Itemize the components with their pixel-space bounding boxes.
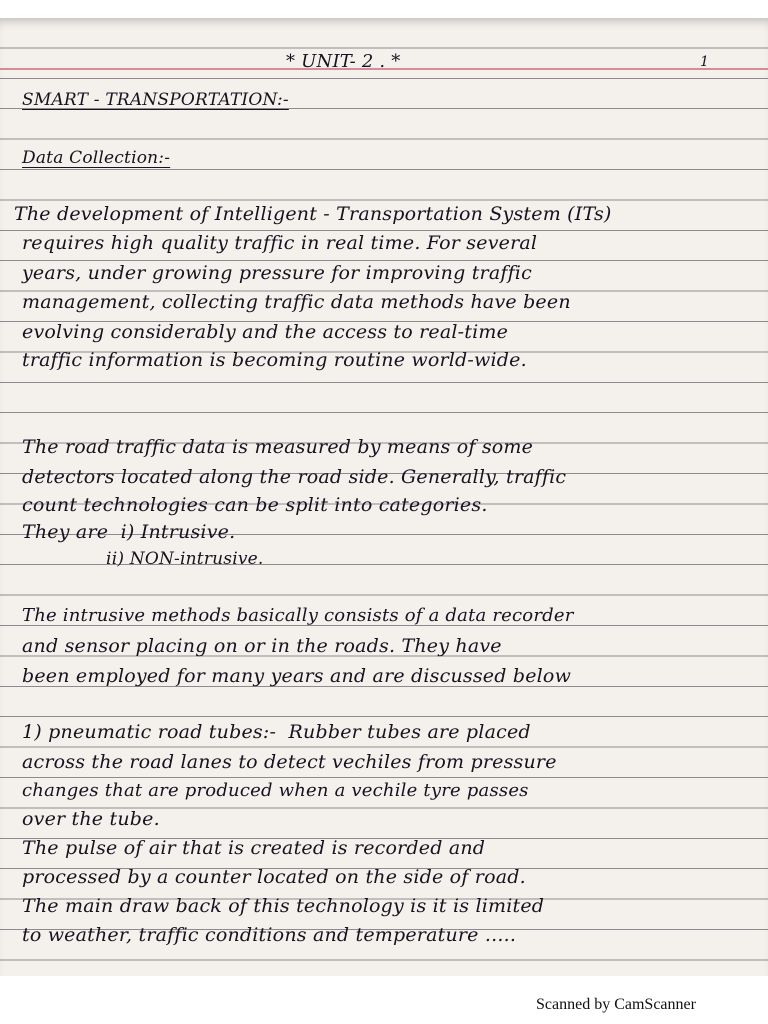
- text-line: detectors located along the road side. Generally, traffic: [22, 466, 567, 488]
- text-line: The road traffic data is measured by means of some: [22, 436, 534, 458]
- text-line: They are i) Intrusive.: [22, 521, 236, 543]
- text-line: The development of Intelligent - Transportation System (ITs): [14, 203, 612, 225]
- section-heading: Data Collection:-: [22, 148, 171, 168]
- text-line: to weather, traffic conditions and temperature .....: [22, 924, 517, 946]
- text-line: ii) NON-intrusive.: [22, 549, 264, 569]
- scanner-watermark: Scanned by CamScanner: [536, 996, 696, 1013]
- text-line: across the road lanes to detect vechiles from pressure: [22, 751, 557, 773]
- page-heading: SMART - TRANSPORTATION:-: [22, 90, 289, 110]
- text-line: The pulse of air that is created is recorded and: [22, 837, 486, 859]
- text-line: and sensor placing on or in the roads. They have: [22, 635, 502, 657]
- page-number: 1: [700, 54, 710, 70]
- text-line: The main draw back of this technology is it is limited: [22, 895, 545, 917]
- text-line: processed by a counter located on the side of road.: [22, 866, 526, 888]
- text-line: over the tube.: [22, 808, 160, 830]
- text-line: changes that are produced when a vechile tyre passes: [22, 780, 529, 801]
- text-line: evolving considerably and the access to real-time: [22, 321, 509, 343]
- text-line: traffic information is becoming routine world-wide.: [22, 349, 527, 371]
- text-line: count technologies can be split into categories.: [22, 494, 488, 516]
- text-line: years, under growing pressure for improving traffic: [22, 262, 532, 284]
- text-line: management, collecting traffic data methods have been: [22, 291, 571, 313]
- unit-title: * UNIT- 2 . *: [286, 51, 401, 72]
- text-line: been employed for many years and are discussed below: [22, 665, 572, 687]
- text-line: requires high quality traffic in real time. For several: [22, 232, 538, 254]
- text-line: 1) pneumatic road tubes:- Rubber tubes are placed: [22, 721, 531, 743]
- text-line: The intrusive methods basically consists of a data recorder: [22, 605, 574, 626]
- notebook-page: [0, 18, 768, 976]
